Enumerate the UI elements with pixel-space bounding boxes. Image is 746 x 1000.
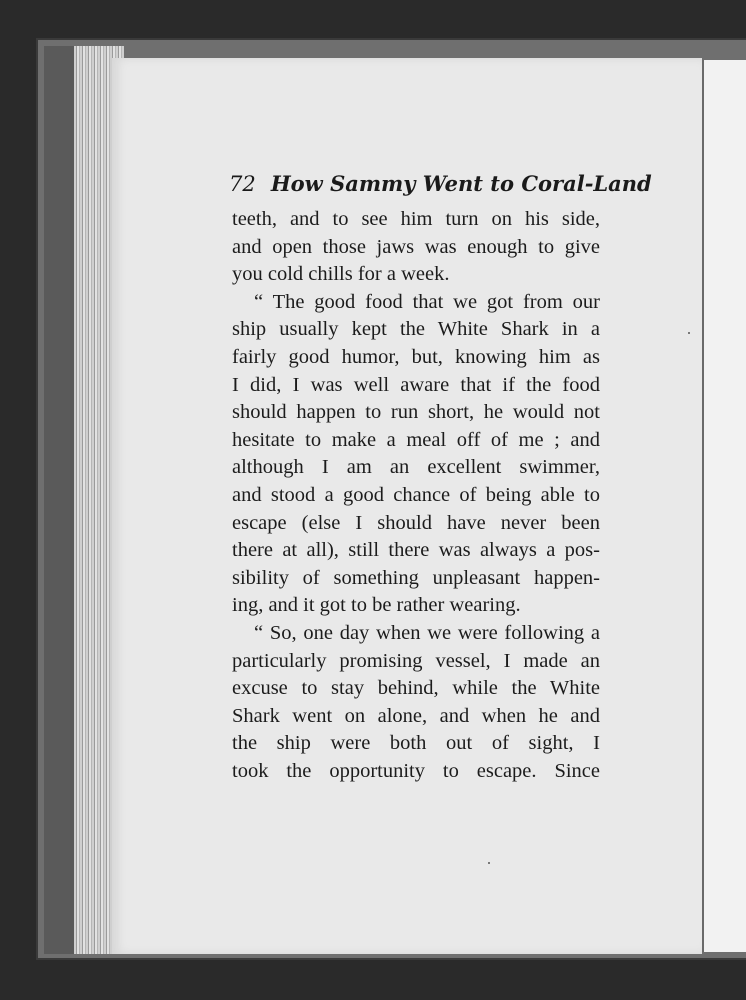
page-number: 72 [229, 172, 256, 196]
text-line: “ So, one day when we were following a [254, 621, 600, 644]
running-title: How Sammy Went to Coral-Land [270, 171, 652, 196]
text-line: sibility of something unpleasant happen- [232, 566, 600, 589]
text-line: the ship were both out of sight, I [232, 732, 600, 755]
text-line: and stood a good chance of being able to [232, 483, 600, 506]
text-line: teeth, and to see him turn on his side, [232, 208, 600, 230]
body-text [232, 206, 600, 785]
text-line: I did, I was well aware that if the food [232, 373, 600, 396]
text-line: “ The good food that we got from our [254, 290, 600, 313]
text-line: hesitate to make a meal off of me ; and [232, 428, 600, 451]
paper-speck [688, 332, 690, 334]
text-line: and open those jaws was enough to give [232, 235, 600, 258]
text-line: you cold chills for a week. [232, 263, 450, 286]
page-edges-shadow [44, 46, 74, 954]
text-line: ship usually kept the White Shark in a [232, 318, 600, 341]
text-line: Shark went on alone, and when he and [232, 704, 600, 727]
text-line: took the opportunity to escape. Since [232, 759, 600, 782]
paper-speck [488, 862, 490, 864]
text-line: particularly promising vessel, I made an [232, 649, 600, 672]
text-line: fairly good humor, but, knowing him as [232, 345, 600, 368]
text-line: ing, and it got to be rather wearing. [232, 594, 521, 617]
text-line: there at all), still there was always a pos- [232, 539, 600, 562]
page-header [229, 171, 652, 201]
next-page-edge [702, 60, 746, 952]
text-line: although I am an excellent swimmer, [232, 456, 600, 479]
text-line: excuse to stay behind, while the White [232, 677, 600, 700]
text-line: escape (else I should have never been [232, 511, 600, 534]
text-line: should happen to run short, he would not [232, 401, 600, 424]
